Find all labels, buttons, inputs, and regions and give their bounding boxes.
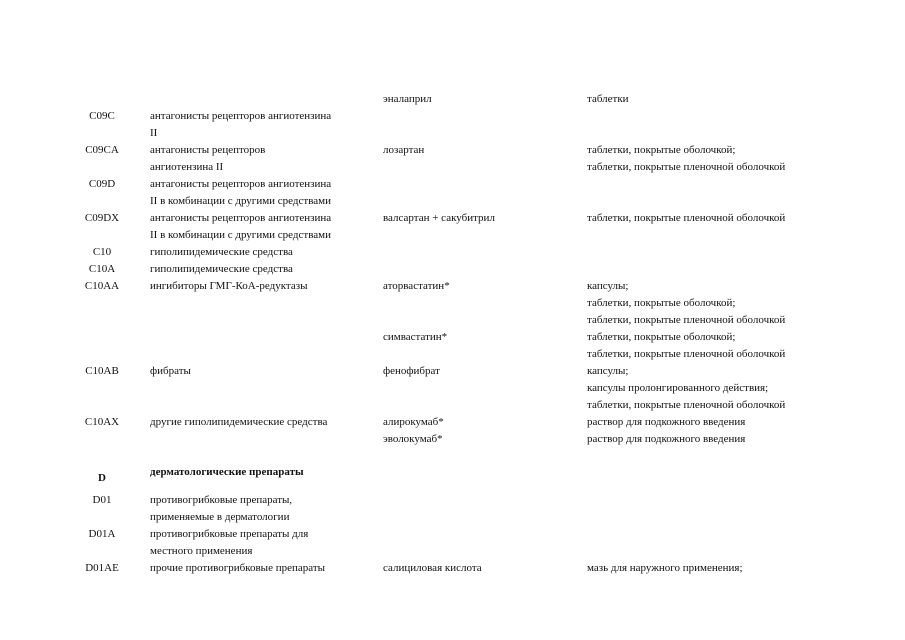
table-row xyxy=(0,312,905,329)
group-name: местного применения xyxy=(150,545,253,557)
table-row xyxy=(0,176,905,193)
group-name: антагонисты рецепторов ангиотензина xyxy=(150,212,332,224)
table-row xyxy=(0,363,905,380)
drug-name: аторвастатин* xyxy=(383,280,450,292)
table-row xyxy=(0,346,905,363)
table-row xyxy=(0,560,905,577)
group-name: II xyxy=(150,127,158,139)
group-name: прочие противогрибковые препараты xyxy=(150,562,326,574)
group-name: другие гиполипидемические средства xyxy=(150,416,328,428)
drug-name: валсартан + сакубитрил xyxy=(383,212,495,224)
table-row xyxy=(0,142,905,159)
dosage-form: таблетки xyxy=(587,93,629,105)
table-row xyxy=(0,492,905,509)
group-name: антагонисты рецепторов ангиотензина xyxy=(150,178,332,190)
table-row xyxy=(0,227,905,244)
atc-code: C10AA xyxy=(84,280,120,292)
table-row xyxy=(0,329,905,346)
drug-name: алирокумаб* xyxy=(383,416,444,428)
group-name: гиполипидемические средства xyxy=(150,263,293,275)
drug-name: эналаприл xyxy=(383,93,432,105)
atc-code: C09D xyxy=(88,178,116,190)
atc-code: C09CA xyxy=(85,144,119,156)
atc-code: C09DX xyxy=(84,212,120,224)
atc-code: D01AE xyxy=(85,562,119,574)
table-row xyxy=(0,159,905,176)
dosage-form: капсулы пролонгированного действия; xyxy=(587,382,769,394)
group-name: противогрибковые препараты, xyxy=(150,494,293,506)
table-row xyxy=(0,295,905,312)
atc-code: C10A xyxy=(88,263,116,275)
table-row xyxy=(0,397,905,414)
table-row xyxy=(0,108,905,125)
atc-code: C10AX xyxy=(84,416,120,428)
table-row xyxy=(0,278,905,295)
group-name: II в комбинации с другими средствами xyxy=(150,229,331,241)
table-row xyxy=(0,261,905,278)
atc-code: C10 xyxy=(92,246,112,258)
atc-code: D xyxy=(98,472,106,484)
dosage-form: таблетки, покрытые пленочной оболочкой xyxy=(587,212,786,224)
dosage-form: таблетки, покрытые пленочной оболочкой xyxy=(587,348,786,360)
dosage-form: раствор для подкожного введения xyxy=(587,433,746,445)
table-row xyxy=(0,414,905,431)
table-row xyxy=(0,193,905,210)
atc-code: D01A xyxy=(88,528,116,540)
dosage-form: таблетки, покрытые пленочной оболочкой xyxy=(587,161,786,173)
table-row xyxy=(0,543,905,560)
drug-name: лозартан xyxy=(383,144,425,156)
dosage-form: таблетки, покрытые пленочной оболочкой xyxy=(587,399,786,411)
table-row xyxy=(0,431,905,448)
table-row xyxy=(0,91,905,108)
drug-name: эволокумаб* xyxy=(383,433,443,445)
group-name: гиполипидемические средства xyxy=(150,246,293,258)
section-heading-row xyxy=(0,464,905,484)
atc-code: D01 xyxy=(92,494,112,506)
group-name: II в комбинации с другими средствами xyxy=(150,195,331,207)
group-name: применяемые в дерматологии xyxy=(150,511,290,523)
dosage-form: таблетки, покрытые оболочкой; xyxy=(587,144,736,156)
drug-name: фенофибрат xyxy=(383,365,440,377)
drug-name: салициловая кислота xyxy=(383,562,482,574)
table-row xyxy=(0,526,905,543)
dosage-form: мазь для наружного применения; xyxy=(587,562,743,574)
group-name: противогрибковые препараты для xyxy=(150,528,309,540)
group-name: дерматологические препараты xyxy=(150,466,304,478)
dosage-form: таблетки, покрытые пленочной оболочкой xyxy=(587,314,786,326)
group-name: ангиотензина II xyxy=(150,161,224,173)
table-row xyxy=(0,509,905,526)
table-row xyxy=(0,244,905,261)
table-row xyxy=(0,125,905,142)
table-row xyxy=(0,210,905,227)
group-name: фибраты xyxy=(150,365,191,377)
dosage-form: таблетки, покрытые оболочкой; xyxy=(587,331,736,343)
dosage-form: капсулы; xyxy=(587,365,629,377)
table-row xyxy=(0,380,905,397)
dosage-form: таблетки, покрытые оболочкой; xyxy=(587,297,736,309)
atc-code: C09C xyxy=(89,110,115,122)
drug-name: симвастатин* xyxy=(383,331,448,343)
atc-code: C10AB xyxy=(85,365,119,377)
group-name: антагонисты рецепторов xyxy=(150,144,266,156)
dosage-form: раствор для подкожного введения xyxy=(587,416,746,428)
dosage-form: капсулы; xyxy=(587,280,629,292)
group-name: ингибиторы ГМГ-КоА-редуктазы xyxy=(150,280,308,292)
group-name: антагонисты рецепторов ангиотензина xyxy=(150,110,332,122)
